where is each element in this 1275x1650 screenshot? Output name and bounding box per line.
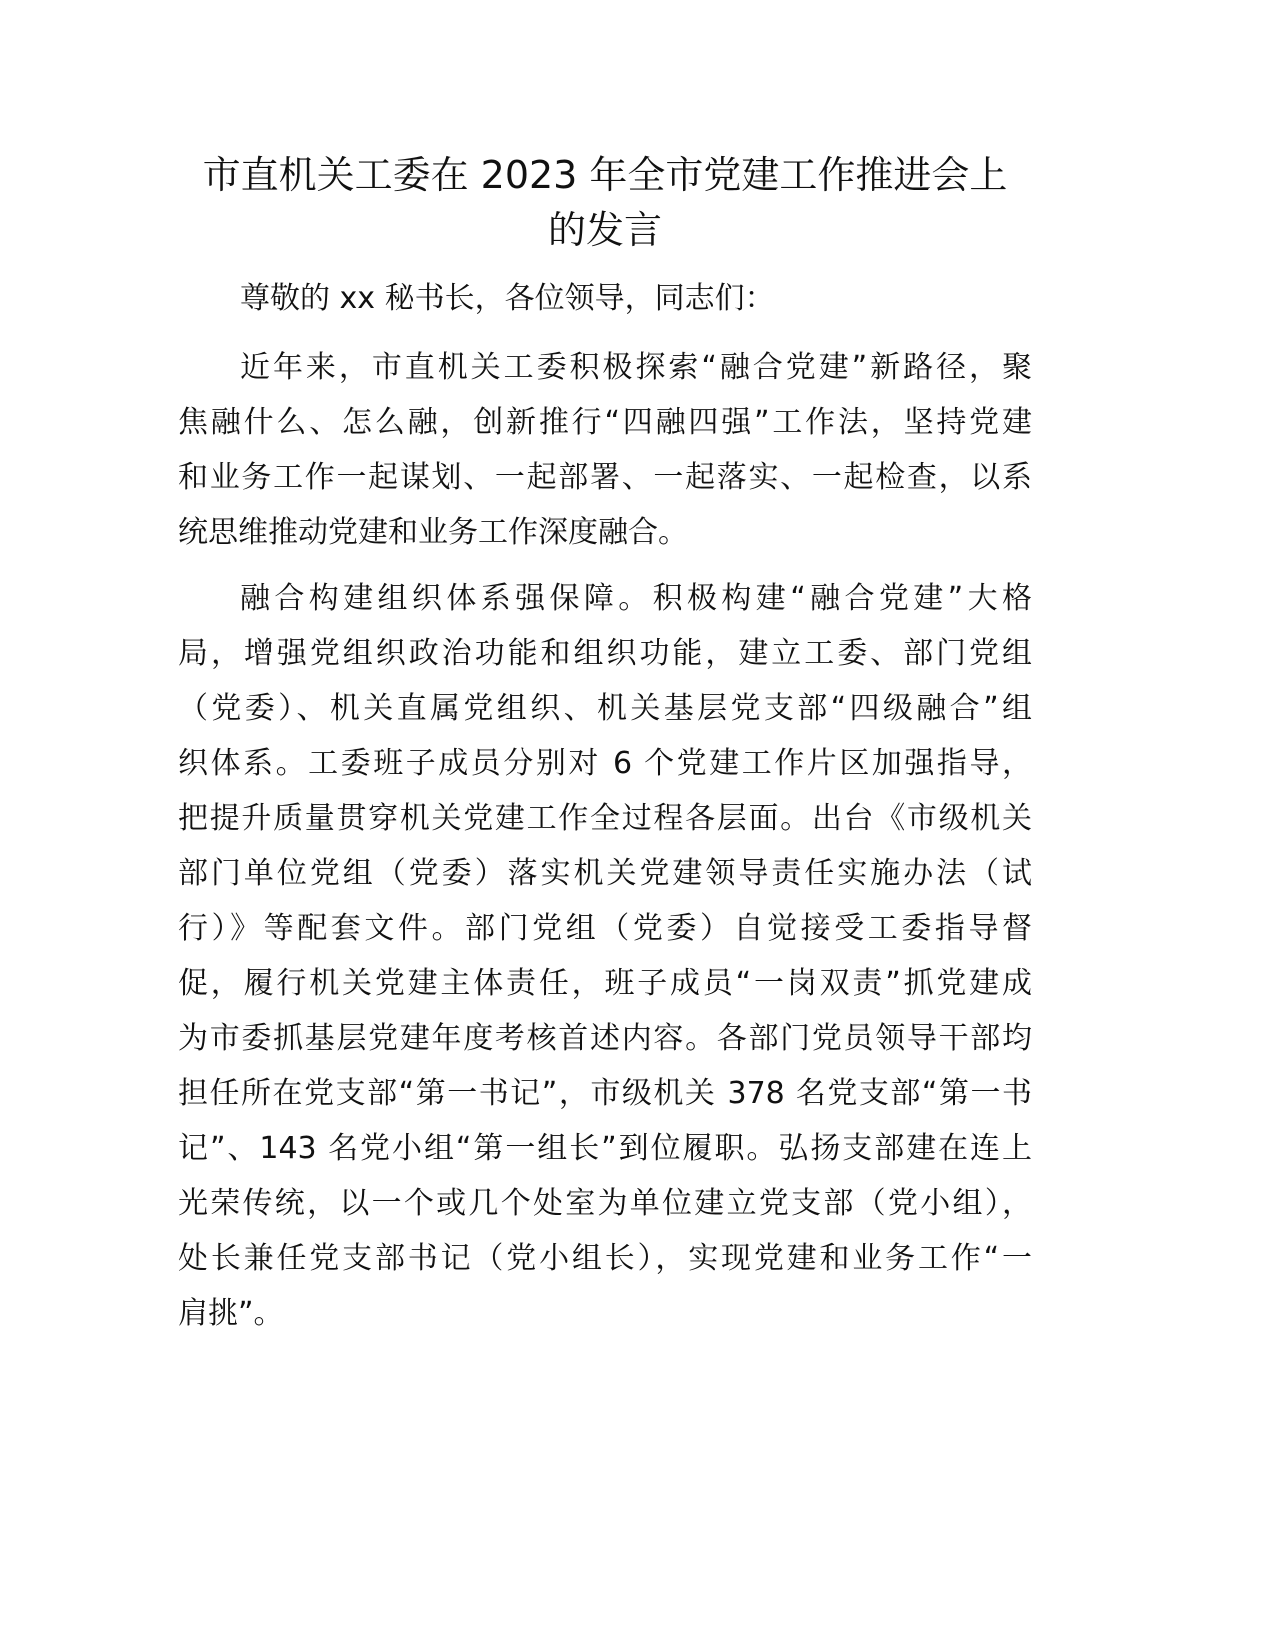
document-title-line-1: 市直机关工委在 2023 年全市党建工作推进会上 <box>202 153 1008 197</box>
paragraph-2-line: 局，增强党组织政治功能和组织功能，建立工委、部门党组 <box>178 636 1032 671</box>
paragraph-2-line: 促，履行机关党建主体责任，班子成员“一岗双责”抓党建成 <box>178 966 1032 1001</box>
paragraph-1-line: 和业务工作一起谋划、一起部署、一起落实、一起检查，以系 <box>178 460 1032 495</box>
paragraph-2-line: 行）》等配套文件。部门党组（党委）自觉接受工委指导督 <box>178 911 1032 946</box>
paragraph-2-line: 织体系。工委班子成员分别对 6 个党建工作片区加强指导， <box>178 746 1032 781</box>
paragraph-2-line: 把提升质量贯穿机关党建工作全过程各层面。出台《市级机关 <box>178 801 1032 836</box>
paragraph-2-line: 记”、143 名党小组“第一组长”到位履职。弘扬支部建在连上 <box>178 1131 1032 1166</box>
document-title-line-2: 的发言 <box>547 208 662 252</box>
paragraph-2-line: 光荣传统，以一个或几个处室为单位建立党支部（党小组）， <box>178 1186 1032 1221</box>
paragraph-2-line: 肩挑”。 <box>178 1296 284 1331</box>
salutation: 尊敬的 xx 秘书长，各位领导，同志们： <box>240 281 775 316</box>
paragraph-2-line: 部门单位党组（党委）落实机关党建领导责任实施办法（试 <box>178 856 1032 891</box>
paragraph-2-line: （党委）、机关直属党组织、机关基层党支部“四级融合”组 <box>178 691 1032 726</box>
paragraph-2-line: 担任所在党支部“第一书记”，市级机关 378 名党支部“第一书 <box>178 1076 1032 1111</box>
paragraph-1-line: 近年来，市直机关工委积极探索“融合党建”新路径，聚 <box>240 350 1032 385</box>
paragraph-2-line: 融合构建组织体系强保障。积极构建“融合党建”大格 <box>240 581 1032 616</box>
paragraph-1-line: 统思维推动党建和业务工作深度融合。 <box>178 515 688 550</box>
paragraph-1-line: 焦融什么、怎么融，创新推行“四融四强”工作法，坚持党建 <box>178 405 1032 440</box>
paragraph-2-line: 处长兼任党支部书记（党小组长），实现党建和业务工作“一 <box>178 1241 1032 1276</box>
paragraph-2-line: 为市委抓基层党建年度考核首述内容。各部门党员领导干部均 <box>178 1021 1032 1056</box>
